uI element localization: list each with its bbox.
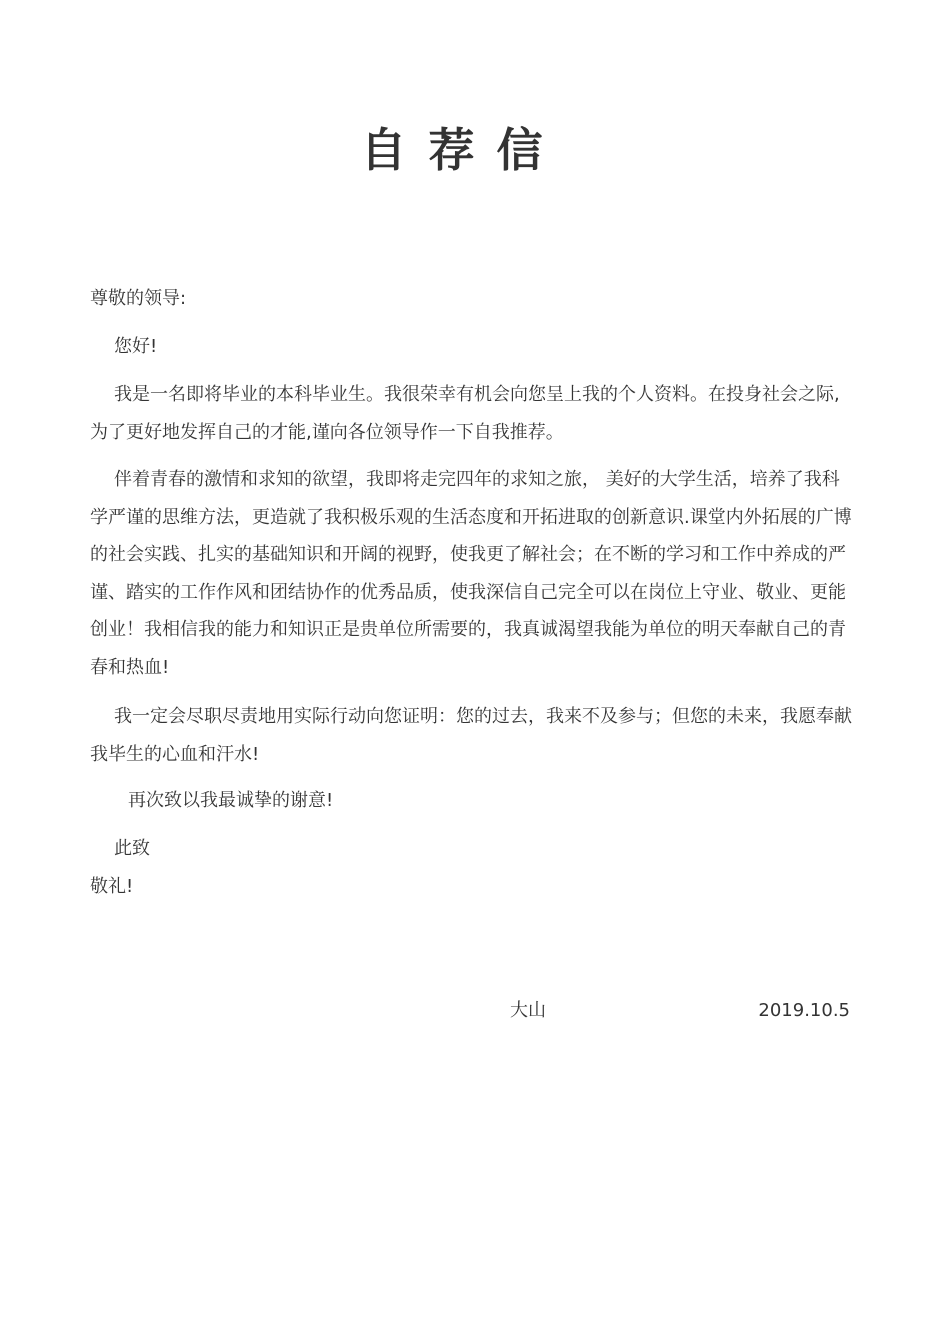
- paragraph-experience: 伴着青春的激情和求知的欲望，我即将走完四年的求知之旅， 美好的大学生活，培养了我科学严谨的思维方法，更造就了我积极乐观的生活态度和开拓进取的创新意识.课堂内外拓展的广博的社会实践、扎实的基础知识和开阔的视野，使我更了解社会；在不断的学习和工作中养成的严谨、踏实的工作作风和团结协作的优秀品质，使我深信自己完全可以在岗位上守业、敬业、更能创业！我相信我的能力和知识正是贵单位所需要的，我真诚渴望我能为单位的明天奉献自己的青春和热血!: [90, 469, 852, 678]
- salutation: 尊敬的领导:: [90, 288, 187, 309]
- greeting: 您好!: [114, 336, 158, 357]
- thanks-line: 再次致以我最诚挚的谢意!: [128, 790, 334, 811]
- paragraph-commitment: 我一定会尽职尽责地用实际行动向您证明：您的过去，我来不及参与；但您的未来，我愿奉献我毕生的心血和汗水!: [90, 706, 852, 765]
- paragraph-intro: 我是一名即将毕业的本科毕业生。我很荣幸有机会向您呈上我的个人资料。在投身社会之际,为了更好地发挥自己的才能,谨向各位领导作一下自我推荐。: [90, 384, 840, 443]
- closing-line-1: 此致: [114, 838, 150, 859]
- letter-date: 2019.10.5: [758, 1000, 850, 1021]
- closing-line-2: 敬礼!: [90, 876, 134, 897]
- signature-name: 大山: [510, 1000, 546, 1021]
- letter-title: 自荐信: [360, 123, 565, 177]
